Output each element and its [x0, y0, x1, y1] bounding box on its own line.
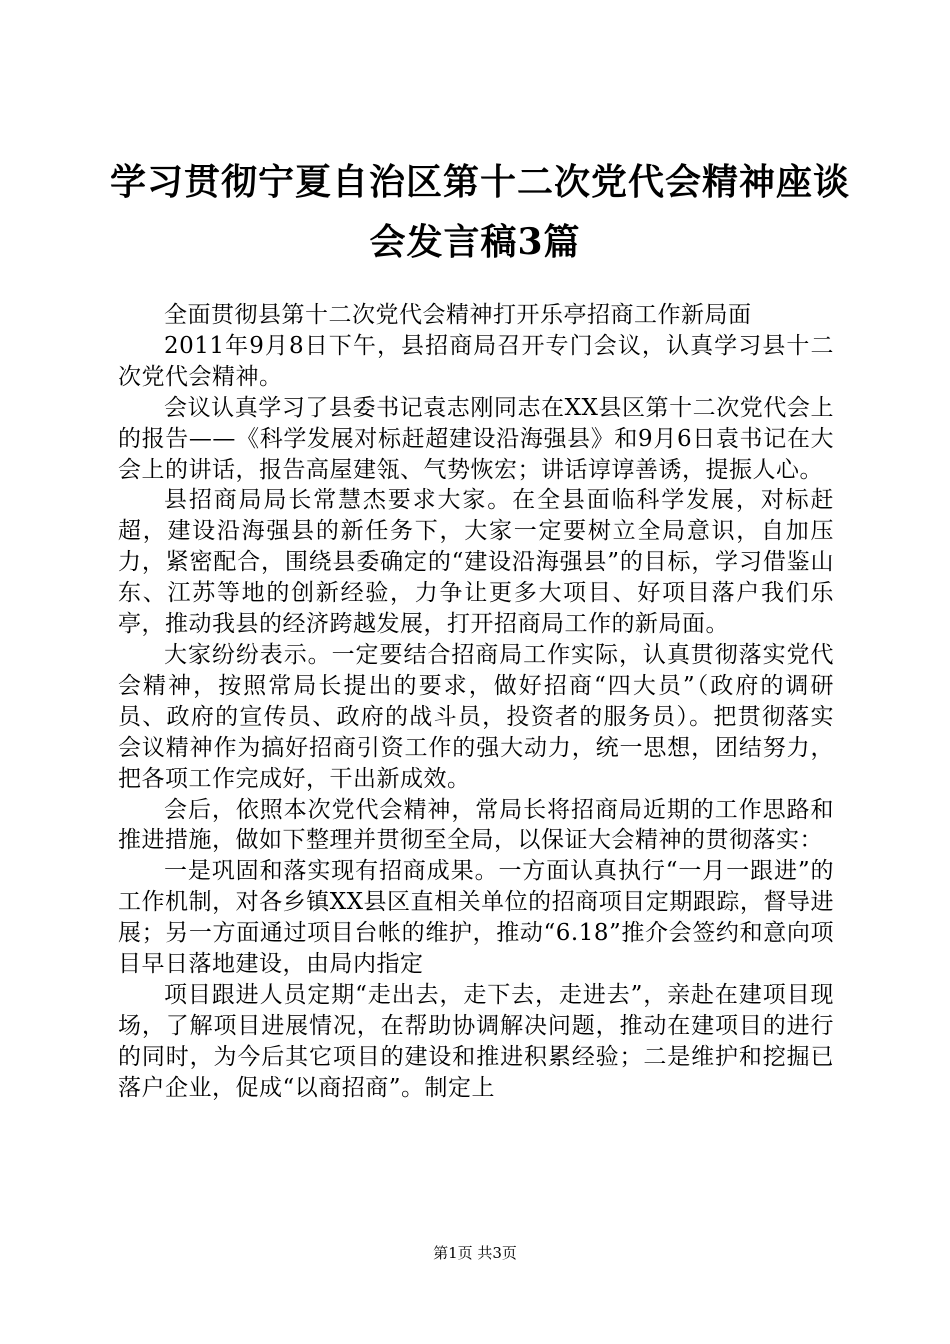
- paragraph-heading: 全面贯彻县第十二次党代会精神打开乐亭招商工作新局面: [164, 302, 752, 328]
- paragraph: 会议认真学习了县委书记袁志刚同志在XX县区第十二次党代会上的报告——《科学发展对标赶超建设沿海强县》和9月6日袁书记在大会上的讲话，报告高屋建瓴、气势恢宏；讲话谆谆善诱，提振人心。: [118, 394, 834, 483]
- document-title-line-2: 会发言稿3篇: [369, 221, 581, 263]
- paragraph: 2011年9月8日下午，县招商局召开专门会议，认真学习县十二次党代会精神。: [118, 332, 834, 390]
- paragraph: 一是巩固和落实现有招商成果。一方面认真执行“一月一跟进”的工作机制，对各乡镇XX县区直相关单位的招商项目定期跟踪，督导进展；另一方面通过项目台帐的维护，推动“6.18”推介会签约和意向项目早日落地建设，由局内指定: [118, 858, 834, 978]
- paragraph: 县招商局局长常慧杰要求大家。在全县面临科学发展，对标赶超，建设沿海强县的新任务下，大家一定要树立全局意识，自加压力，紧密配合，围绕县委确定的“建设沿海强县”的目标，学习借鉴山东、江苏等地的创新经验，力争让更多大项目、好项目落户我们乐亭，推动我县的经济跨越发展，打开招商局工作的新局面。: [118, 487, 834, 638]
- document-body: [118, 300, 834, 1104]
- paragraph: 会后，依照本次党代会精神，常局长将招商局近期的工作思路和推进措施，做如下整理并贯彻至全局，以保证大会精神的贯彻落实：: [118, 796, 834, 854]
- paragraph: 项目跟进人员定期“走出去，走下去，走进去”，亲赴在建项目现场，了解项目进展情况，在帮助协调解决问题，推动在建项目的进行的同时，为今后其它项目的建设和推进积累经验；二是维护和挖掘已落户企业，促成“以商招商”。制定上: [118, 981, 834, 1101]
- paragraph: 大家纷纷表示。一定要结合招商局工作实际，认真贯彻落实党代会精神，按照常局长提出的要求，做好招商“四大员”（政府的调研员、政府的宣传员、政府的战斗员，投资者的服务员）。把贯彻落实会议精神作为搞好招商引资工作的强大动力，统一思想，团结努力，把各项工作完成好，干出新成效。: [118, 641, 834, 792]
- document-title-line-1: 学习贯彻宁夏自治区第十二次党代会精神座谈: [110, 161, 851, 203]
- page-number-footer: 第1页 共3页: [433, 1244, 517, 1262]
